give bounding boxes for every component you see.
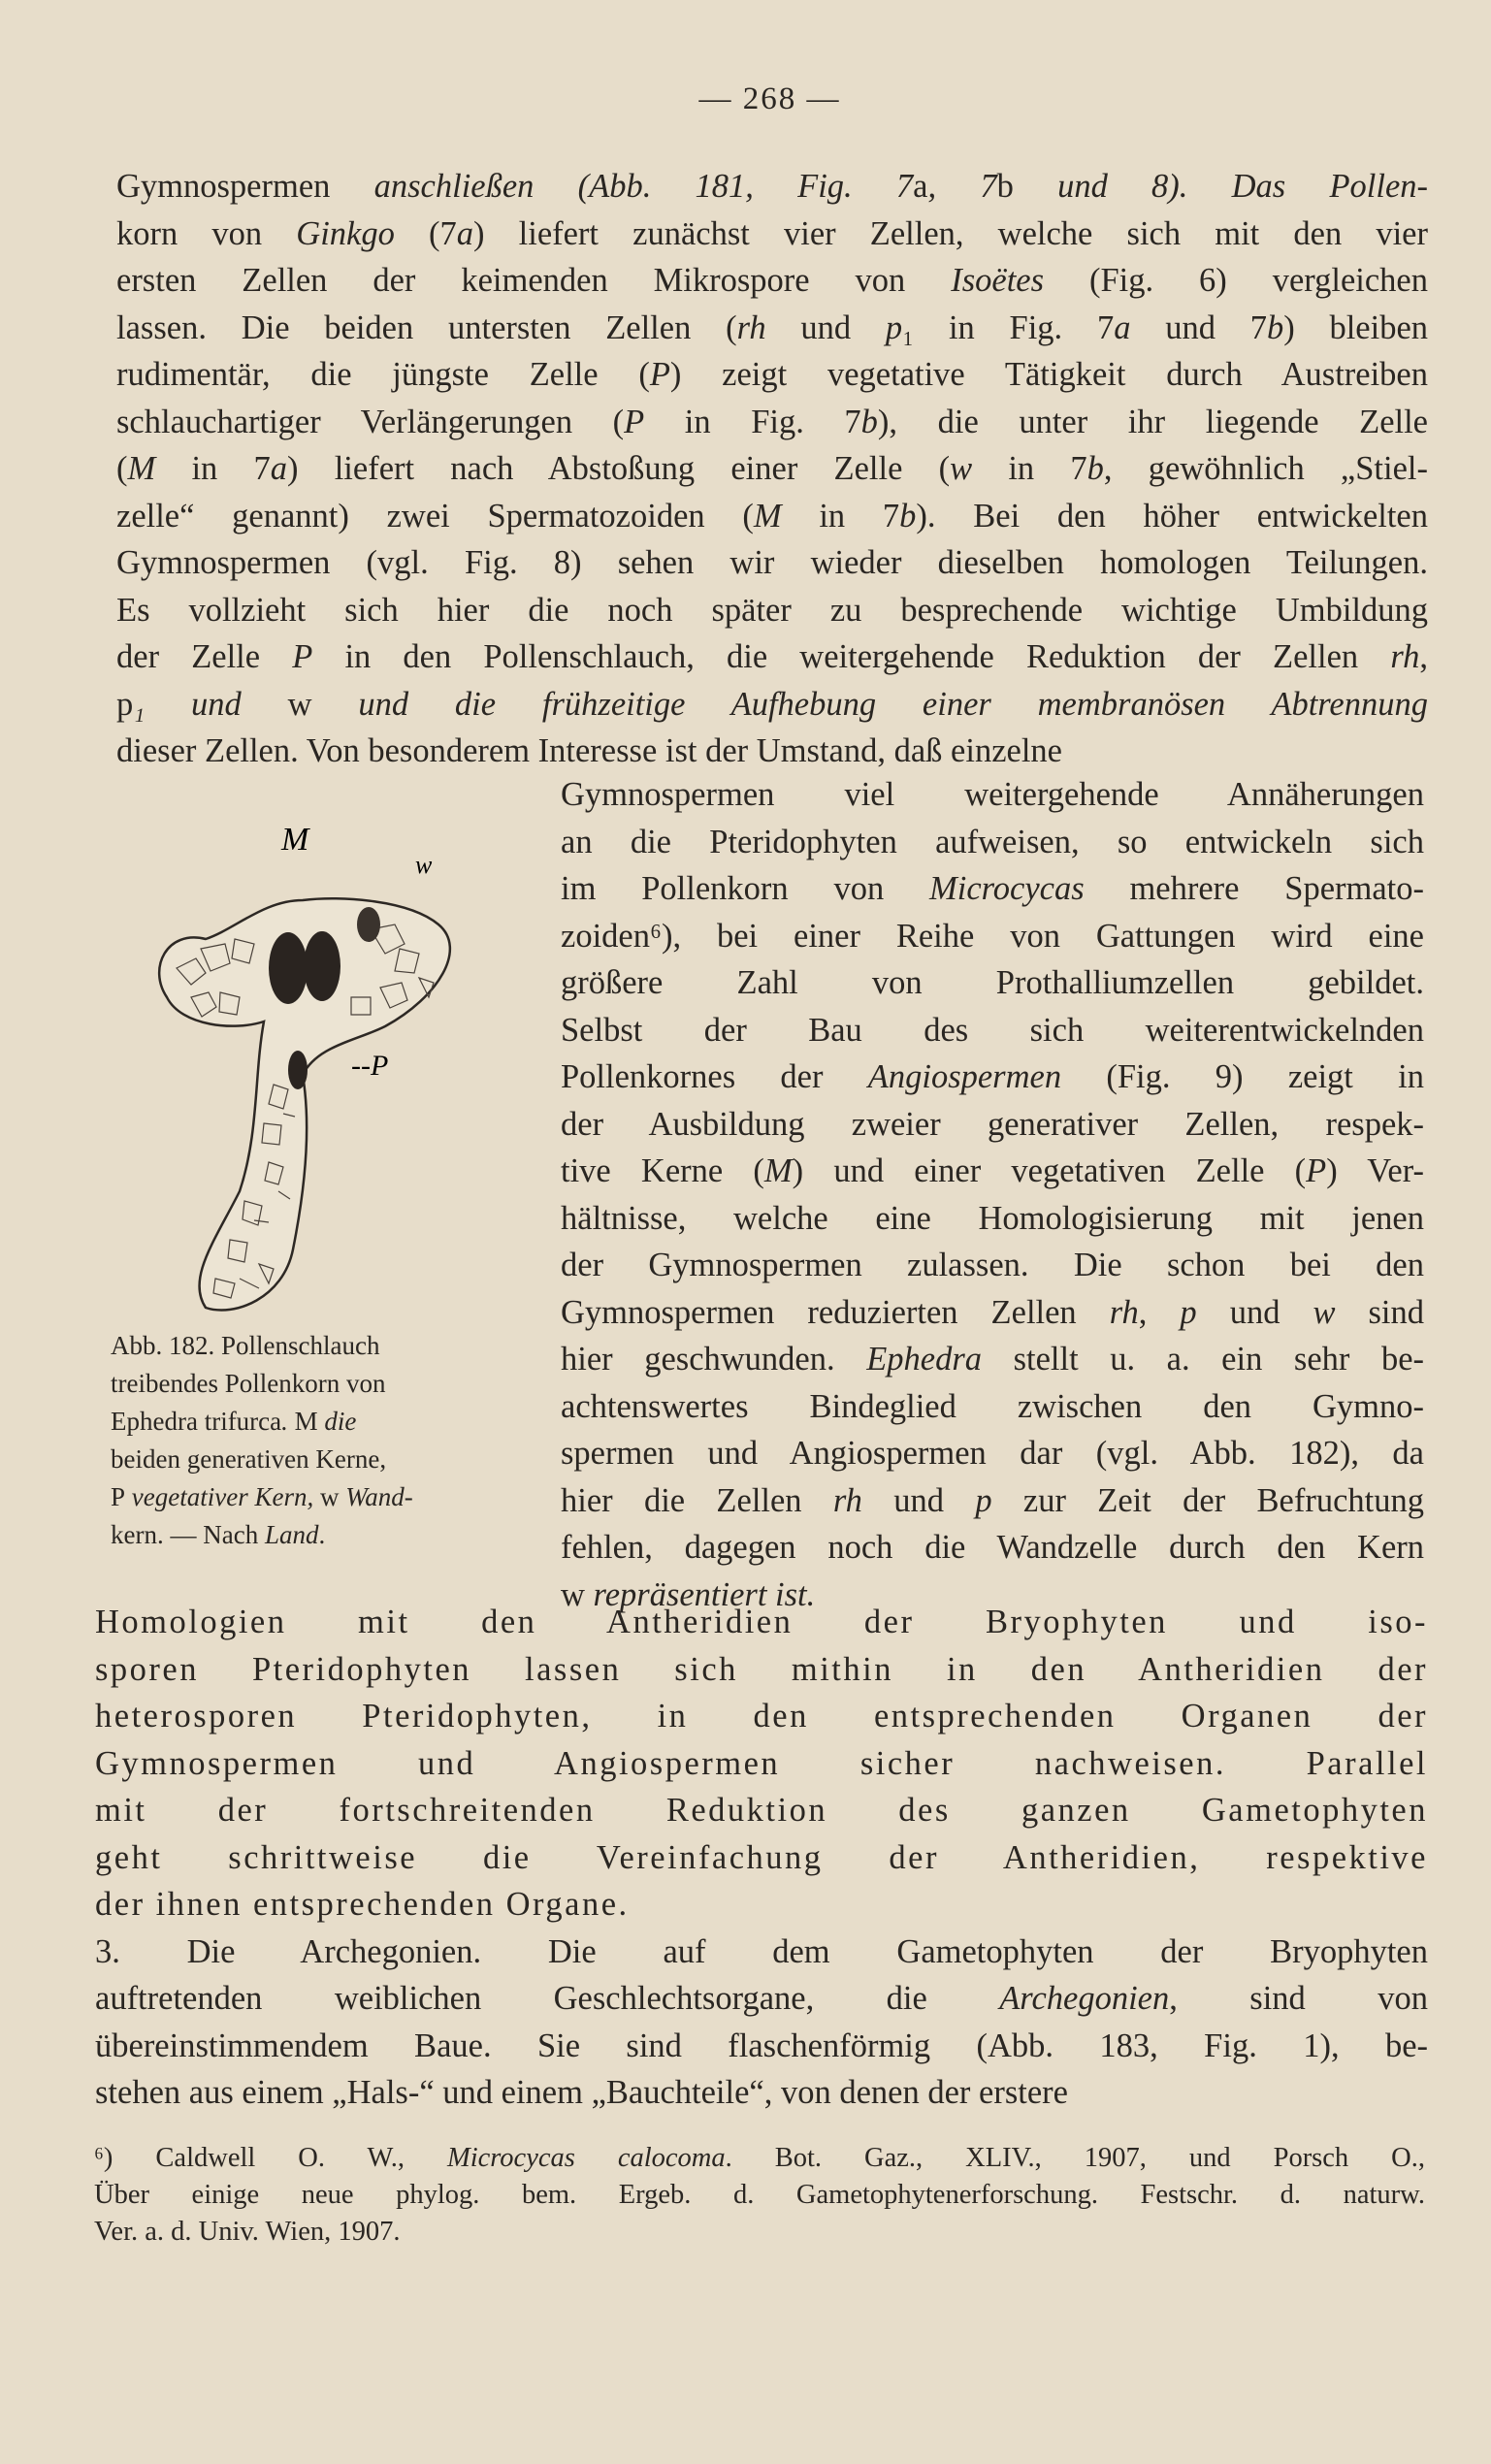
text: ) und einer vegetativen Zelle (: [792, 1152, 1307, 1189]
top-line: [116, 351, 1428, 399]
text: und 7: [1130, 308, 1267, 346]
text: heterosporen Pteridophyten, in den entsprechenden Organen der: [95, 1698, 1428, 1735]
italic-text: und 8). Das Pollen-: [1013, 168, 1428, 205]
text: beiden generativen Kerne,: [111, 1444, 387, 1474]
text: fehlen, dagegen noch die Wandzelle durch den Kern: [561, 1529, 1424, 1566]
bottom-line: [95, 1599, 1428, 1646]
bottom-line: [95, 2023, 1428, 2070]
text: lassen. Die beiden untersten Zellen (: [116, 308, 737, 346]
text: ) liefert nach Abstoßung einer Zelle (: [287, 450, 951, 487]
right-line: [561, 1430, 1424, 1477]
italic-text: .: [281, 1407, 295, 1436]
text: schlauchartiger Verlängerungen (: [116, 403, 625, 440]
text: sporen Pteridophyten lassen sich mithin in den Antheridien der: [95, 1650, 1428, 1688]
caption-line: [111, 1478, 508, 1516]
text: ,: [1138, 1293, 1181, 1331]
italic-text: Isoëtes: [951, 262, 1045, 299]
italic-text: rh: [1390, 638, 1420, 675]
text: w: [319, 1482, 340, 1511]
text: w: [287, 685, 312, 723]
text: spermen und Angiospermen dar (vgl. Abb. 182), da: [561, 1435, 1424, 1472]
right-line: [561, 1195, 1424, 1243]
text: P: [111, 1482, 126, 1511]
text: 3. Die Archegonien. Die auf dem Gametophyten der Bryophyten: [95, 1932, 1428, 1970]
text: in den Pollenschlauch, die weitergehende Reduktion der Zellen: [312, 638, 1391, 675]
italic-text: Microcycas: [929, 870, 1085, 907]
text: zelle“ genannt) zwei Spermatozoiden (: [116, 497, 754, 535]
text: der Gymnospermen zulassen. Die schon bei den: [561, 1247, 1424, 1283]
text: Gymnospermen und Angiospermen sicher nachweisen. Parallel: [95, 1744, 1428, 1782]
italic-text: p: [975, 1481, 992, 1519]
text: (Fig. 6) vergleichen: [1044, 262, 1428, 299]
label-M: M: [281, 823, 309, 858]
bottom-line: [95, 2069, 1428, 2117]
italic-text: M: [763, 1152, 793, 1189]
text: der ihnen entsprechenden Organe.: [95, 1886, 630, 1923]
text: tive Kerne (: [561, 1152, 764, 1189]
right-line: [561, 913, 1424, 960]
text: korn von: [116, 214, 297, 252]
top-line: [116, 211, 1428, 258]
italic-text: und die frühzeitige Aufhebung einer membranösen Abtrennung: [311, 685, 1428, 723]
text: der Zelle: [116, 638, 293, 675]
italic-text: a: [1114, 308, 1131, 346]
text: achtenswertes Bindeglied zwischen den Gymno-: [561, 1387, 1424, 1425]
italic-text: w: [950, 450, 973, 487]
italic-text: p: [885, 308, 903, 346]
text: M: [294, 1407, 318, 1436]
text: der Ausbildung zweier generativer Zellen, respek-: [561, 1105, 1424, 1143]
italic-text: a: [270, 450, 288, 487]
text: .: [318, 1520, 326, 1549]
text: ). Bei den höher entwickelten: [916, 497, 1428, 535]
top-line: [116, 539, 1428, 587]
text: Pollenkornes der: [561, 1058, 868, 1095]
text: und: [1196, 1293, 1313, 1331]
text: kern. — Nach: [111, 1520, 265, 1549]
top-line: [116, 633, 1428, 681]
italic-text: M: [753, 497, 782, 535]
text: Homologien mit den Antheridien der Bryophyten und iso-: [95, 1604, 1428, 1640]
footnote-line: [94, 2177, 1425, 2214]
bottom-line: [95, 1975, 1428, 2023]
italic-text: Microcycas calocoma: [446, 2143, 726, 2173]
italic-text: rh: [1109, 1293, 1139, 1331]
paragraph-bottom: [95, 1599, 1428, 2117]
text: Selbst der Bau des sich weiterentwickelnden: [561, 1011, 1424, 1049]
italic-text: M: [127, 450, 156, 487]
text: Abb. 182. Pollenschlauch: [111, 1331, 380, 1360]
top-line: [116, 399, 1428, 446]
italic-text: b: [1266, 308, 1284, 346]
text: stellt u. a. ein sehr be-: [982, 1341, 1424, 1378]
text: Es vollzieht sich hier die noch später zu besprechende wichtige Umbildung: [116, 591, 1428, 629]
footnote-line: [94, 2140, 1425, 2177]
pollen-tube-illustration: [147, 823, 477, 1317]
footnote: [94, 2140, 1425, 2251]
italic-text: Wand-: [339, 1482, 413, 1511]
text: mehrere Spermato-: [1084, 870, 1424, 907]
text: ) zeigt vegetative Tätigkeit durch Austreiben: [669, 356, 1428, 393]
right-line: [561, 771, 1424, 819]
text: Ephedra trifurca: [111, 1407, 282, 1436]
italic-text: Archegonien: [999, 1980, 1170, 2017]
bottom-line: [95, 1881, 1428, 1929]
text: dieser Zellen. Von besonderem Interesse ist der Umstand, daß einzelne: [116, 732, 1062, 769]
caption-line: [111, 1516, 508, 1554]
italic-text: b: [860, 403, 878, 440]
text: a: [913, 168, 928, 205]
text: , gewöhnlich „Stiel-: [1103, 450, 1428, 487]
italic-text: w: [1313, 1293, 1336, 1331]
right-line: [561, 959, 1424, 1007]
text: in 7: [781, 497, 900, 535]
text: stehen aus einem „Hals-“ und einem „Bauchteile“, von denen der erstere: [95, 2074, 1068, 2111]
italic-text: Angiospermen: [867, 1058, 1062, 1095]
text: sind: [1335, 1293, 1425, 1331]
text: Gymnospermen (vgl. Fig. 8) sehen wir wieder dieselben homologen Teilungen.: [116, 544, 1428, 581]
italic-text: die: [317, 1407, 357, 1436]
top-line: [116, 445, 1428, 493]
bottom-line: [95, 1787, 1428, 1834]
italic-text: Ephedra: [866, 1341, 983, 1378]
text: in 7: [155, 450, 271, 487]
top-line: [116, 163, 1428, 211]
text: treibendes Pollenkorn von: [111, 1369, 386, 1398]
text: . Bot. Gaz., XLIV., 1907, und Porsch O.,: [725, 2143, 1425, 2173]
text: an die Pteridophyten aufweisen, so entwickeln sich: [561, 823, 1424, 860]
italic-text: rh: [736, 308, 766, 346]
text: übereinstimmendem Baue. Sie sind flaschenförmig (Abb. 183, Fig. 1), be-: [95, 2026, 1428, 2064]
text: ersten Zellen der keimenden Mikrospore von: [116, 262, 952, 299]
text: Ver. a. d. Univ. Wien, 1907.: [94, 2217, 401, 2247]
label-w: w: [415, 851, 433, 879]
italic-text: repräsentiert ist.: [584, 1575, 816, 1613]
bottom-line: [95, 1693, 1428, 1740]
right-line: [561, 1289, 1424, 1337]
text: Gymnospermen: [116, 168, 331, 205]
text: Gymnospermen reduzierten Zellen: [561, 1293, 1110, 1331]
text: ) Ver-: [1326, 1152, 1424, 1189]
paragraph-top: [116, 163, 1428, 775]
top-line: [116, 681, 1428, 729]
footnote-line: [94, 2214, 1425, 2251]
italic-text: rh: [832, 1481, 862, 1519]
text: zur Zeit der Befruchtung: [991, 1481, 1424, 1519]
right-line: [561, 865, 1424, 913]
italic-text: Ginkgo: [296, 214, 395, 252]
right-line: [561, 1336, 1424, 1383]
right-line: [561, 1054, 1424, 1101]
italic-text: b: [899, 497, 917, 535]
text: (Fig. 9) zeigt in: [1061, 1058, 1424, 1095]
text: p: [116, 685, 134, 723]
right-line: [561, 1477, 1424, 1525]
text: Über einige neue phylog. bem. Ergeb. d. Gametophytenerforschung. Festschr. d. naturw.: [94, 2180, 1425, 2210]
right-line: [561, 819, 1424, 866]
text: , sind von: [1169, 1980, 1429, 2017]
caption-line: [111, 1403, 508, 1441]
paragraph-right-column: [561, 771, 1424, 1618]
text: zoiden⁶), bei einer Reihe von Gattungen wird eine: [561, 917, 1424, 955]
text: Gymnospermen viel weitergehende Annäherungen: [561, 776, 1424, 813]
italic-text: vegetativer Kern,: [125, 1482, 320, 1511]
figure-caption: [111, 1327, 508, 1554]
caption-line: [111, 1441, 508, 1478]
italic-text: P: [649, 356, 670, 393]
text: hier geschwunden.: [561, 1341, 867, 1378]
text: rudimentär, die jüngste Zelle (: [116, 356, 650, 393]
text: w: [561, 1575, 585, 1613]
right-line: [561, 1242, 1424, 1289]
top-line: [116, 587, 1428, 634]
right-line: [561, 1383, 1424, 1431]
text: ,: [1419, 638, 1428, 675]
text: mit der fortschreitenden Reduktion des ganzen Gametophyten: [95, 1792, 1428, 1829]
text: ), die unter ihr liegende Zelle: [877, 403, 1428, 440]
italic-text: P: [1306, 1152, 1327, 1189]
top-line: [116, 728, 1428, 775]
text: ) liefert zunächst vier Zellen, welche sich mit den vier: [473, 214, 1428, 252]
text: auftretenden weiblichen Geschlechtsorgane, die: [95, 1980, 1000, 2017]
text: in Fig. 7: [644, 403, 861, 440]
top-line: [116, 493, 1428, 540]
text: b: [996, 168, 1014, 205]
text: geht schrittweise die Vereinfachung der Antheridien, respektive: [95, 1838, 1428, 1876]
italic-text: ₁ und: [133, 685, 288, 723]
right-line: [561, 1524, 1424, 1572]
italic-text: a: [456, 214, 474, 252]
text: und: [765, 308, 886, 346]
text: größere Zahl von Prothalliumzellen gebildet.: [561, 964, 1424, 1001]
italic-text: , 7: [927, 168, 997, 205]
italic-text: b: [1086, 450, 1104, 487]
text: in 7: [972, 450, 1087, 487]
text: ) bleiben: [1283, 308, 1429, 346]
right-line: [561, 1007, 1424, 1054]
text: im Pollenkorn von: [561, 870, 929, 907]
bottom-line: [95, 1646, 1428, 1694]
bottom-line: [95, 1740, 1428, 1788]
page-number: — 268 —: [698, 81, 841, 116]
bottom-line: [95, 1834, 1428, 1882]
italic-text: Land: [264, 1520, 319, 1549]
text: ₁ in Fig. 7: [902, 308, 1115, 346]
italic-text: P: [624, 403, 645, 440]
italic-text: p: [1180, 1293, 1197, 1331]
bottom-line: [95, 1929, 1428, 1976]
right-line: [561, 1148, 1424, 1195]
text: ⁶) Caldwell O. W.,: [94, 2143, 447, 2173]
text: hältnisse, welche eine Homologisierung mit jenen: [561, 1199, 1424, 1237]
label-P: --P: [351, 1050, 389, 1082]
caption-line: [111, 1365, 508, 1403]
right-line: [561, 1101, 1424, 1149]
italic-text: P: [292, 638, 313, 675]
text: hier die Zellen: [561, 1481, 833, 1519]
top-line: [116, 257, 1428, 305]
text: (7: [394, 214, 457, 252]
top-line: [116, 305, 1428, 352]
italic-text: anschließen (Abb. 181, Fig. 7: [330, 168, 914, 205]
text: und: [861, 1481, 976, 1519]
pollen-grain-figure: [147, 823, 477, 1317]
caption-line: [111, 1327, 508, 1365]
text: (: [116, 450, 128, 487]
